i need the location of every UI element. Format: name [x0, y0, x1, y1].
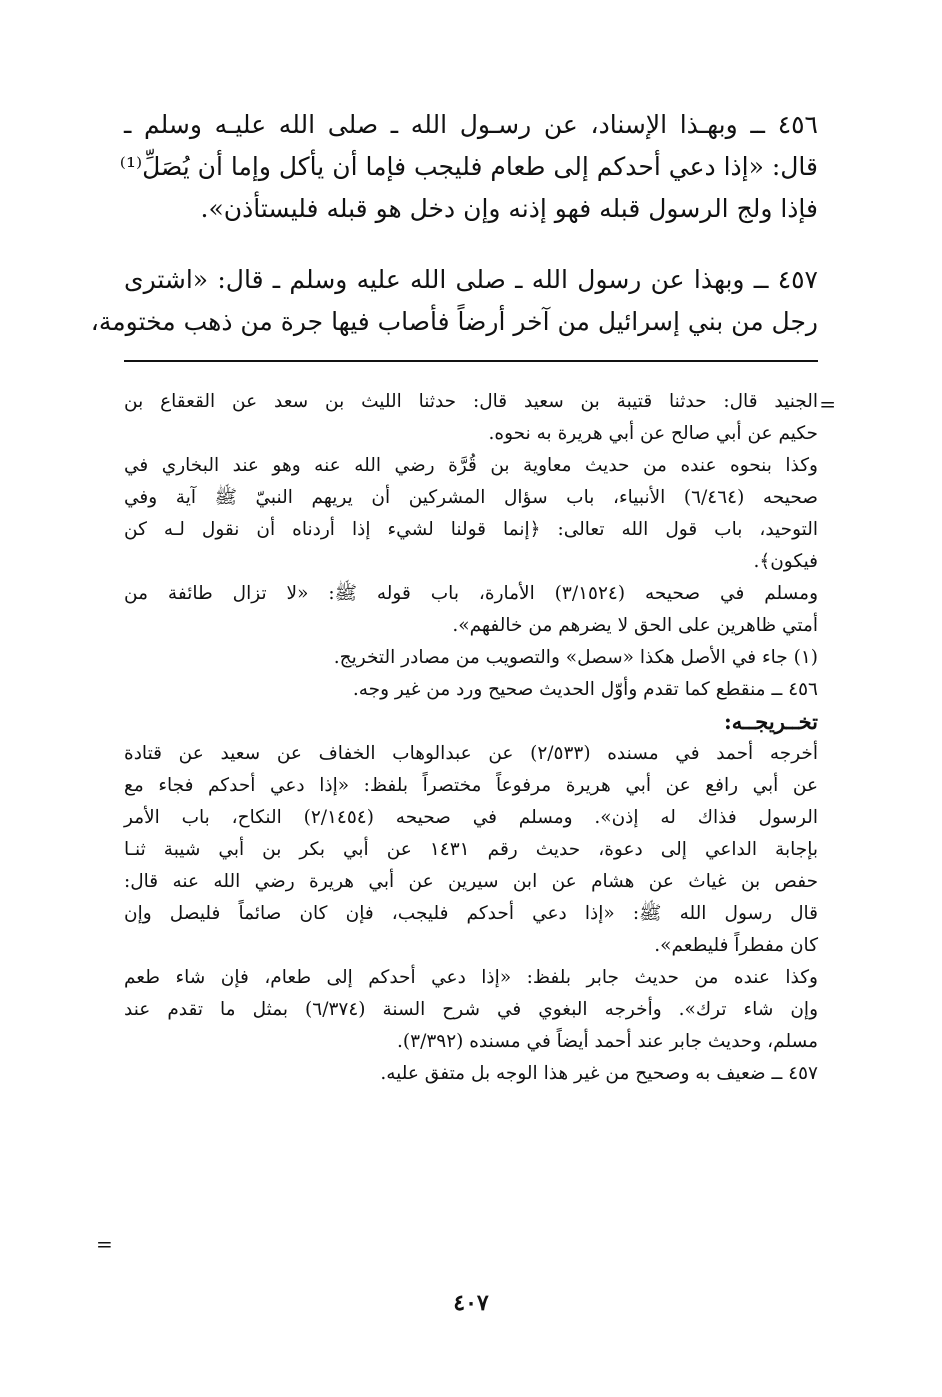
footnote-p2-line-4: فيكون﴾.	[753, 551, 818, 572]
continuation-marker: =	[819, 392, 836, 416]
takhrij-p4-line-4: بإجابة الداعي إلى دعوة، حديث رقم ١٤٣١ عن أبي بكر بن أبي شيبة ثنـا	[124, 839, 818, 860]
hadith-456-line-3: فإذا ولج الرسول قبله فهو إذنه وإن دخل هو قبله فليستأذن».	[200, 194, 818, 223]
footnote-p2-line-1: وكذا بنحوه عنده من حديث معاوية بن قُرَّة رضي الله عنه وهو عند البخاري في	[124, 455, 818, 476]
takhrij-p4-line-5: حفص بن غياث عن هشام عن ابن سيرين عن أبي هريرة رضي الله عنه قال:	[124, 871, 818, 892]
page-number: ٤٠٧	[453, 1290, 489, 1316]
footnote-separator	[124, 360, 818, 362]
takhrij-heading: تخــريجــه:	[723, 709, 818, 734]
footnote-p2-line-2: صحيحه (٦/٤٦٤) الأنبياء، باب سؤال المشركين أن يريهم النبيّ ﷺ آية وفي	[124, 487, 818, 508]
footnote-p2-line-3: التوحيد، باب قول الله تعالى: ﴿إنما قولنا لشيء إذا أردناه أن نقول لـه كن	[124, 519, 818, 540]
takhrij-p4-line-7: كان مفطراً فليطعم».	[654, 935, 818, 956]
takhrij-p4-line-6: قال رسول الله ﷺ: «إذا دعي أحدكم فليجب، فإن كان صائماً فليصل وإن	[124, 903, 818, 924]
takhrij-p4-line-1: أخرجه أحمد في مسنده (٢/٥٣٣) عن عبدالوهاب الخفاف عن سعيد عن قتادة	[124, 743, 818, 764]
end-continuation-marker: =	[96, 1232, 113, 1256]
footnote-p1-line-2: حكيم عن أبي صالح عن أبي هريرة به نحوه.	[488, 423, 818, 444]
takhrij-p5-line-3: مسلم، وحديث جابر عند أحمد أيضاً في مسنده (٣/٣٩٢).	[397, 1031, 818, 1052]
hadith-457-line-1: ٤٥٧ ــ وبهذا عن رسول الله ـ صلى الله عليه وسلم ـ قال: «اشترى	[124, 265, 818, 294]
takhrij-p5-line-2: وإن شاء ترك». وأخرجه البغوي في شرح السنة (٦/٣٧٤) بمثل ما تقدم عند	[124, 999, 818, 1020]
note-456-grade: ٤٥٦ ــ منقطع كما تقدم وأوّل الحديث صحيح ورد من غير وجه.	[352, 679, 818, 700]
footnote-p1-line-1: الجنيد قال: حدثنا قتيبة بن سعيد قال: حدثنا الليث بن سعد عن القعقاع بن	[124, 391, 818, 412]
hadith-457	[90, 259, 818, 343]
takhrij-p4-line-3: الرسول فذاك له إذن». ومسلم في صحيحه (٢/١٤٥٤) النكاح، باب الأمر	[124, 807, 819, 828]
takhrij-p5-line-1: وكذا عنده من حديث جابر بلفظ: «إذا دعي أحدكم إلى طعام، فإن شاء طعم	[124, 967, 818, 988]
footnote-p3-line-2: أمتي ظاهرين على الحق لا يضرهم من خالفهم».	[452, 615, 818, 636]
footnote-1: (١) جاء في الأصل هكذا «سصل» والتصويب من مصادر التخريج.	[333, 647, 818, 668]
note-457-grade: ٤٥٧ ــ ضعيف به وصحيح من غير هذا الوجه بل متفق عليه.	[380, 1063, 818, 1084]
hadith-456	[119, 104, 818, 230]
hadith-456-line-2: قال: «إذا دعي أحدكم إلى طعام فليجب فإما أن يأكل وإما أن يُصَلِّ⁽¹⁾	[119, 152, 818, 181]
takhrij-p4-line-2: عن أبي رافع عن أبي هريرة مرفوعاً مختصراً بلفظ: «إذا دعي أحدكم فجاء مع	[124, 775, 818, 796]
hadith-456-line-1: ٤٥٦ ــ وبهـذا الإسناد، عن رسـول الله ـ صلى الله عليـه وسلم ـ	[124, 110, 818, 139]
footnote-p3-line-1: ومسلم في صحيحه (٣/١٥٢٤) الأمارة، باب قوله ﷺ: «لا تزال طائفة من	[124, 583, 819, 604]
hadith-457-line-2: رجل من بني إسرائيل من آخر أرضاً فأصاب فيها جرة من ذهب مختومة،	[90, 307, 818, 336]
footnotes	[124, 386, 818, 1090]
